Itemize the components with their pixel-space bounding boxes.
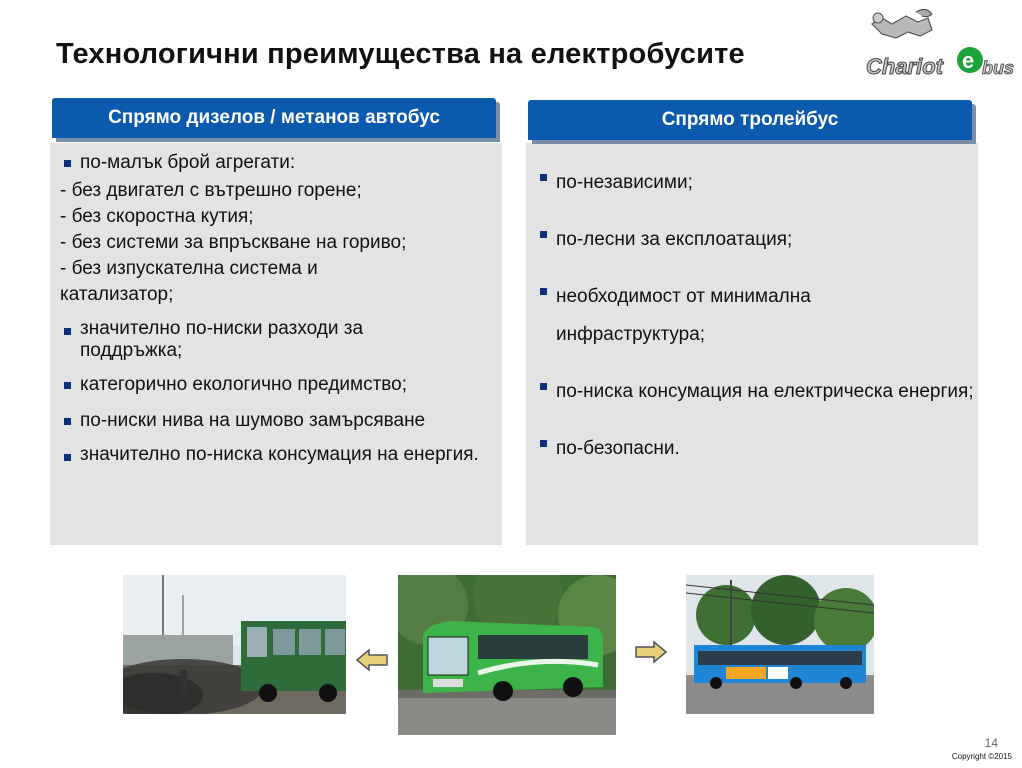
list-item: категорично екологично предимство; <box>60 372 496 398</box>
copyright: Copyright ©2015 <box>951 752 1012 761</box>
list-item: - без двигател с вътрешно горене; <box>60 180 362 201</box>
list-item: - без системи за впръскване на гориво; <box>60 232 407 253</box>
list-item: по-ниска консумация на електрическа енергия; <box>536 373 976 411</box>
svg-text:e: e <box>962 48 975 73</box>
electric-bus-photo <box>398 575 616 735</box>
slide-title: Технологични преимущества на електробусите <box>56 38 745 70</box>
list-item: значително по-ниски разходи за поддръжка; <box>60 318 440 362</box>
right-panel-header: Спрямо тролейбус <box>528 100 972 140</box>
arrow-right-icon <box>634 640 668 664</box>
arrow-left-icon <box>355 648 389 672</box>
svg-text:bus: bus <box>982 58 1015 78</box>
svg-text:Chariot: Chariot <box>866 54 943 79</box>
page-number: 14 <box>984 736 998 750</box>
list-item: необходимост от минимална инфраструктура; <box>536 278 896 354</box>
left-list <box>60 150 496 466</box>
list-item: по-независими; <box>536 164 972 202</box>
list-item: по-малък брой агрегати: <box>60 150 496 176</box>
list-item: - без изпускателна система и катализатор; <box>60 258 318 305</box>
list-item: по-ниски нива на шумово замърсяване <box>60 408 496 434</box>
left-panel-header: Спрямо дизелов / метанов автобус <box>52 98 496 138</box>
list-item: - без скоростна кутия; <box>60 206 254 227</box>
trolleybus-photo <box>686 575 874 714</box>
chariot-ebus-logo <box>858 4 1018 84</box>
right-list <box>536 164 972 468</box>
list-item: по-лесни за експлоатация; <box>536 221 972 259</box>
list-item: значително по-ниска консумация на енергия. <box>60 444 480 466</box>
list-item: по-безопасни. <box>536 430 972 468</box>
diesel-bus-photo <box>123 575 346 714</box>
